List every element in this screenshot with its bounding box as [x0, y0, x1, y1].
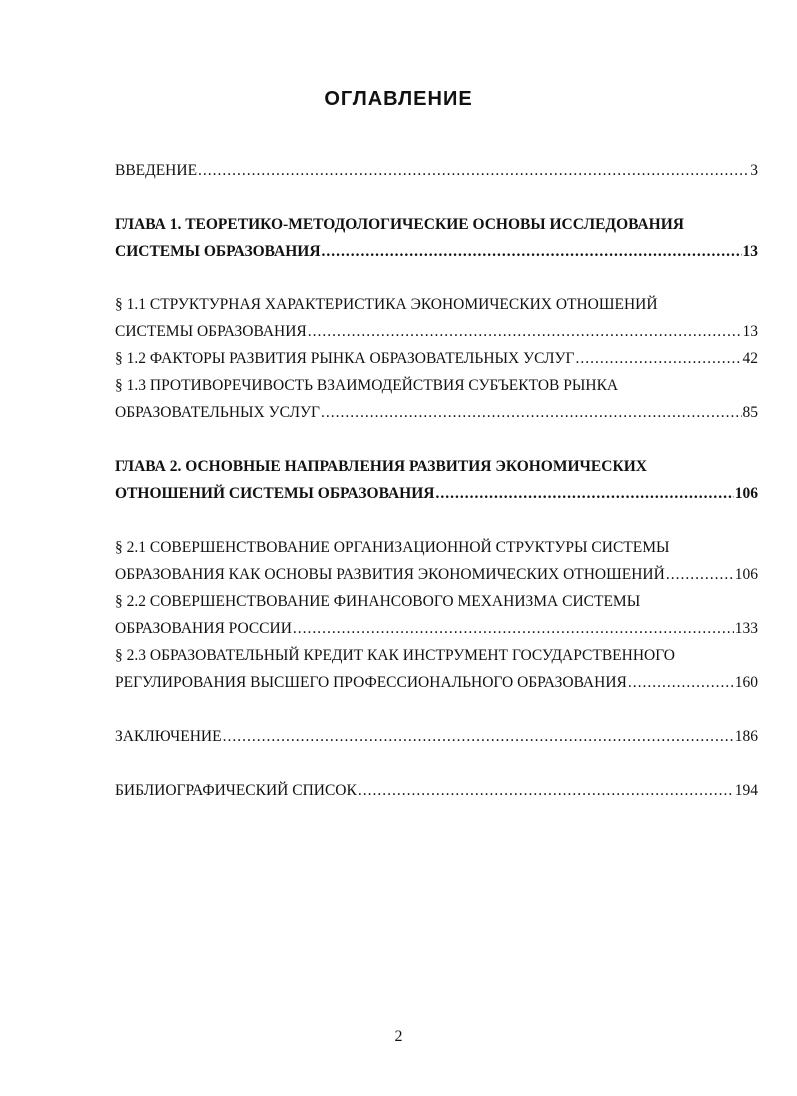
toc-entry-bibliography [115, 782, 758, 800]
page-title: ОГЛАВЛЕНИЕ [324, 88, 473, 110]
toc-leader-dots [576, 350, 742, 368]
toc-page-number: 42 [742, 350, 758, 367]
toc-page-number: 186 [734, 728, 758, 745]
toc-chapter2-line1: ГЛАВА 2. ОСНОВНЫЕ НАПРАВЛЕНИЯ РАЗВИТИЯ ЭКОНОМИЧЕСКИХ [115, 458, 647, 475]
toc-leader-dots [358, 782, 734, 800]
toc-entry-chapter2 [115, 485, 758, 503]
page-number: 2 [394, 1028, 403, 1045]
toc-page-number: 160 [734, 674, 758, 691]
toc-entry-label: ЗАКЛЮЧЕНИЕ [115, 728, 222, 745]
toc-entry-label: ОТНОШЕНИЙ СИСТЕМЫ ОБРАЗОВАНИЯ [115, 485, 435, 502]
toc-section-2-3-line1: § 2.3 ОБРАЗОВАТЕЛЬНЫЙ КРЕДИТ КАК ИНСТРУМЕНТ ГОСУДАРСТВЕННОГО [115, 647, 675, 664]
toc-page-number: 85 [742, 404, 758, 421]
toc-section-1-1-line1: § 1.1 СТРУКТУРНАЯ ХАРАКТЕРИСТИКА ЭКОНОМИЧЕСКИХ ОТНОШЕНИЙ [115, 296, 658, 313]
toc-leader-dots [628, 674, 734, 692]
toc-entry-chapter1 [115, 243, 758, 261]
toc-leader-dots [293, 620, 734, 638]
toc-page-number: 106 [734, 485, 758, 502]
toc-entry-section-2-2 [115, 620, 758, 638]
toc-page-number: 13 [742, 243, 758, 260]
toc-entry-label: ОБРАЗОВАТЕЛЬНЫХ УСЛУГ [115, 404, 320, 421]
toc-entry-label: ВВЕДЕНИЕ [115, 162, 198, 179]
toc-leader-dots [666, 566, 734, 584]
toc-page-number: 13 [742, 323, 758, 340]
toc-entry-section-1-2 [115, 350, 758, 368]
toc-entry-conclusion [115, 728, 758, 746]
toc-section-1-3-line1: § 1.3 ПРОТИВОРЕЧИВОСТЬ ВЗАИМОДЕЙСТВИЯ СУБЪЕКТОВ РЫНКА [115, 377, 619, 394]
toc-entry-label: ОБРАЗОВАНИЯ КАК ОСНОВЫ РАЗВИТИЯ ЭКОНОМИЧЕСКИХ ОТНОШЕНИЙ [115, 566, 665, 583]
toc-entry-label: РЕГУЛИРОВАНИЯ ВЫСШЕГО ПРОФЕССИОНАЛЬНОГО ОБРАЗОВАНИЯ [115, 674, 627, 691]
toc-entry-label: § 1.2 ФАКТОРЫ РАЗВИТИЯ РЫНКА ОБРАЗОВАТЕЛЬНЫХ УСЛУГ [115, 350, 575, 367]
toc-chapter1-line1: ГЛАВА 1. ТЕОРЕТИКО-МЕТОДОЛОГИЧЕСКИЕ ОСНОВЫ ИССЛЕДОВАНИЯ [115, 216, 684, 233]
toc-section-2-2-line1: § 2.2 СОВЕРШЕНСТВОВАНИЕ ФИНАНСОВОГО МЕХАНИЗМА СИСТЕМЫ [115, 593, 641, 610]
toc-entry-label: СИСТЕМЫ ОБРАЗОВАНИЯ [115, 243, 321, 260]
toc-entry-label: ОБРАЗОВАНИЯ РОССИИ [115, 620, 292, 637]
toc-page-number: 133 [734, 620, 758, 637]
toc-leader-dots [322, 243, 742, 261]
toc-entry-section-2-1 [115, 566, 758, 584]
toc-leader-dots [321, 404, 742, 422]
toc-section-2-1-line1: § 2.1 СОВЕРШЕНСТВОВАНИЕ ОРГАНИЗАЦИОННОЙ СТРУКТУРЫ СИСТЕМЫ [115, 539, 670, 556]
toc-page-number: 106 [734, 566, 758, 583]
toc-entry-section-2-3 [115, 674, 758, 692]
toc-entry-introduction [115, 162, 758, 180]
toc-page-number: 194 [734, 782, 758, 799]
toc-entry-section-1-3 [115, 404, 758, 422]
toc-page-number: 3 [750, 162, 758, 179]
toc-leader-dots [198, 162, 749, 180]
toc-entry-label: СИСТЕМЫ ОБРАЗОВАНИЯ [115, 323, 307, 340]
toc-leader-dots [435, 485, 733, 503]
toc-entry-section-1-1 [115, 323, 758, 341]
toc-leader-dots [308, 323, 742, 341]
toc-leader-dots [223, 728, 734, 746]
toc-entry-label: БИБЛИОГРАФИЧЕСКИЙ СПИСОК [115, 782, 357, 799]
